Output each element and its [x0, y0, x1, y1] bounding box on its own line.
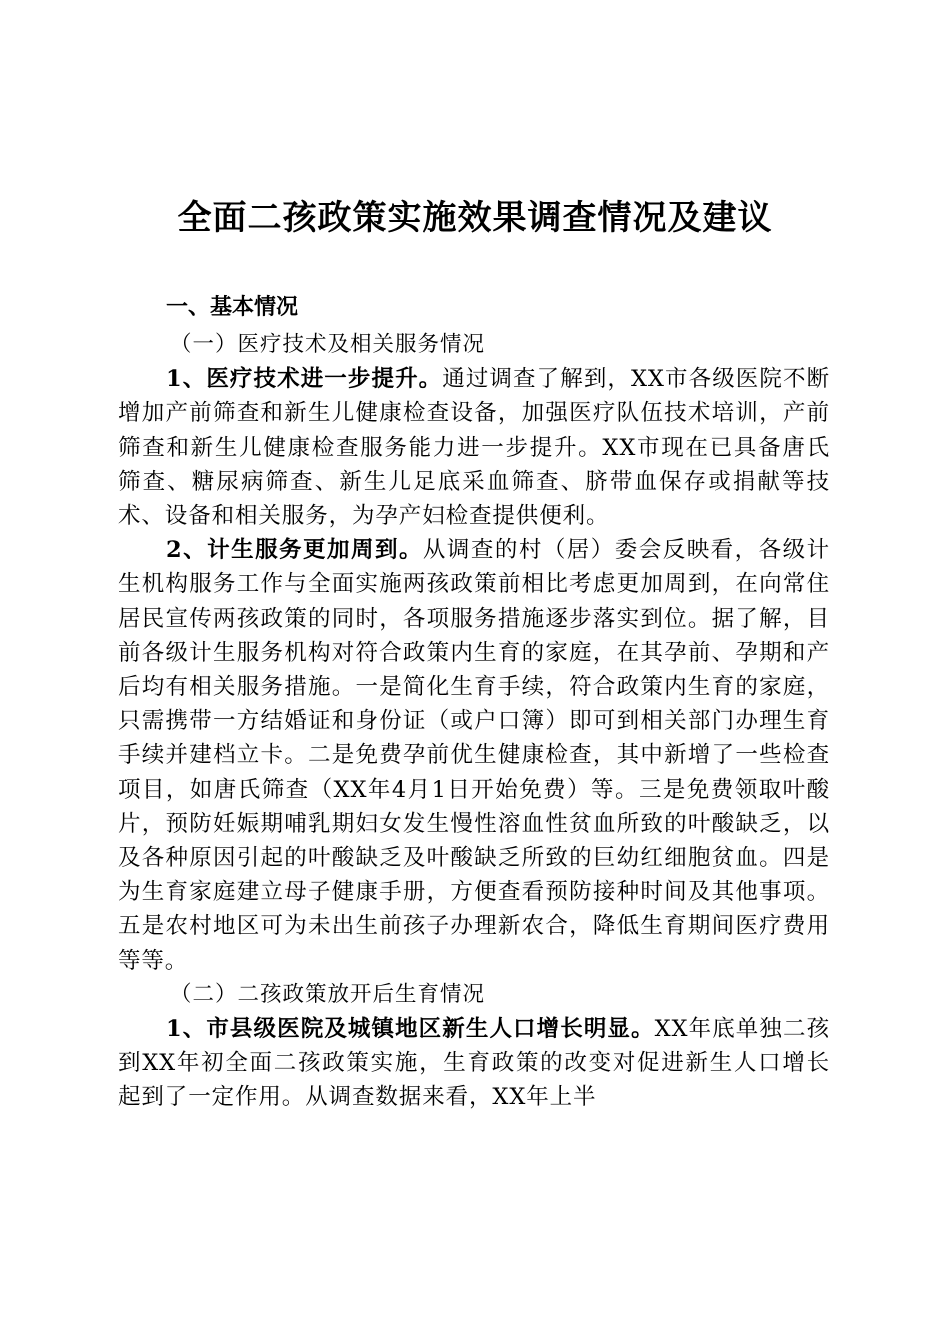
section-heading-basic-situation: 一、基本情况 — [166, 295, 299, 320]
subsection-heading-medical-services: （一）医疗技术及相关服务情况 — [170, 332, 486, 357]
paragraph-family-planning-services — [118, 533, 830, 978]
paragraph-lead: 2、计生服务更加周到。 — [166, 537, 423, 564]
subsection-heading-birth-situation: （二）二孩政策放开后生育情况 — [170, 981, 486, 1007]
document-body — [118, 288, 830, 1115]
document-title: 全面二孩政策实施效果调查情况及建议 — [177, 198, 773, 238]
paragraph-lead: 1、医疗技术进一步提升。 — [166, 366, 443, 393]
paragraph-medical-technology — [118, 362, 830, 533]
paragraph-text: 通过调查了解到，XX市各级医院不断增加产前筛查和新生儿健康检查设备，加强医疗队伍技术培训，产前筛查和新生儿健康检查服务能力进一步提升。XX市现在已具备唐氏筛查、糖尿病筛查、新生儿足底采血筛查、脐带血保存或捐献等技术、设备和相关服务，为孕产妇检查提供便利。 — [118, 366, 830, 530]
paragraph-lead: 1、市县级医院及城镇地区新生人口增长明显。 — [166, 1016, 655, 1043]
paragraph-text: XX年底单独二孩到XX年初全面二孩政策实施，生育政策的改变对促进新生人口增长起到了一定作用。从调查数据来看，XX年上半 — [118, 1016, 830, 1111]
paragraph-text: 从调查的村（居）委会反映看，各级计生机构服务工作与全面实施两孩政策前相比考虑更加周到，在向常住居民宣传两孩政策的同时，各项服务措施逐步落实到位。据了解，目前各级计生服务机构对符合政策内生育的家庭，在其孕前、孕期和产后均有相关服务措施。一是简化生育手续，符合政策内生育的家庭，只需携带一方结婚证和身份证（或户口簿）即可到相关部门办理生育手续并建档立卡。二是免费孕前优生健康检查，其中新增了一些检查项目，如唐氏筛查（XX年4月1日开始免费）等。三是免费领取叶酸片，预防妊娠期哺乳期妇女发生慢性溶血性贫血所致的叶酸缺乏，以及各种原因引起的叶酸缺乏及叶酸缺乏所致的巨幼红细胞贫血。四是为生育家庭建立母子健康手册，方便查看预防接种时间及其他事项。五是农村地区可为未出生前孩子办理新农合，降低生育期间医疗费用等等。 — [118, 537, 830, 974]
paragraph-population-growth — [118, 1012, 830, 1115]
